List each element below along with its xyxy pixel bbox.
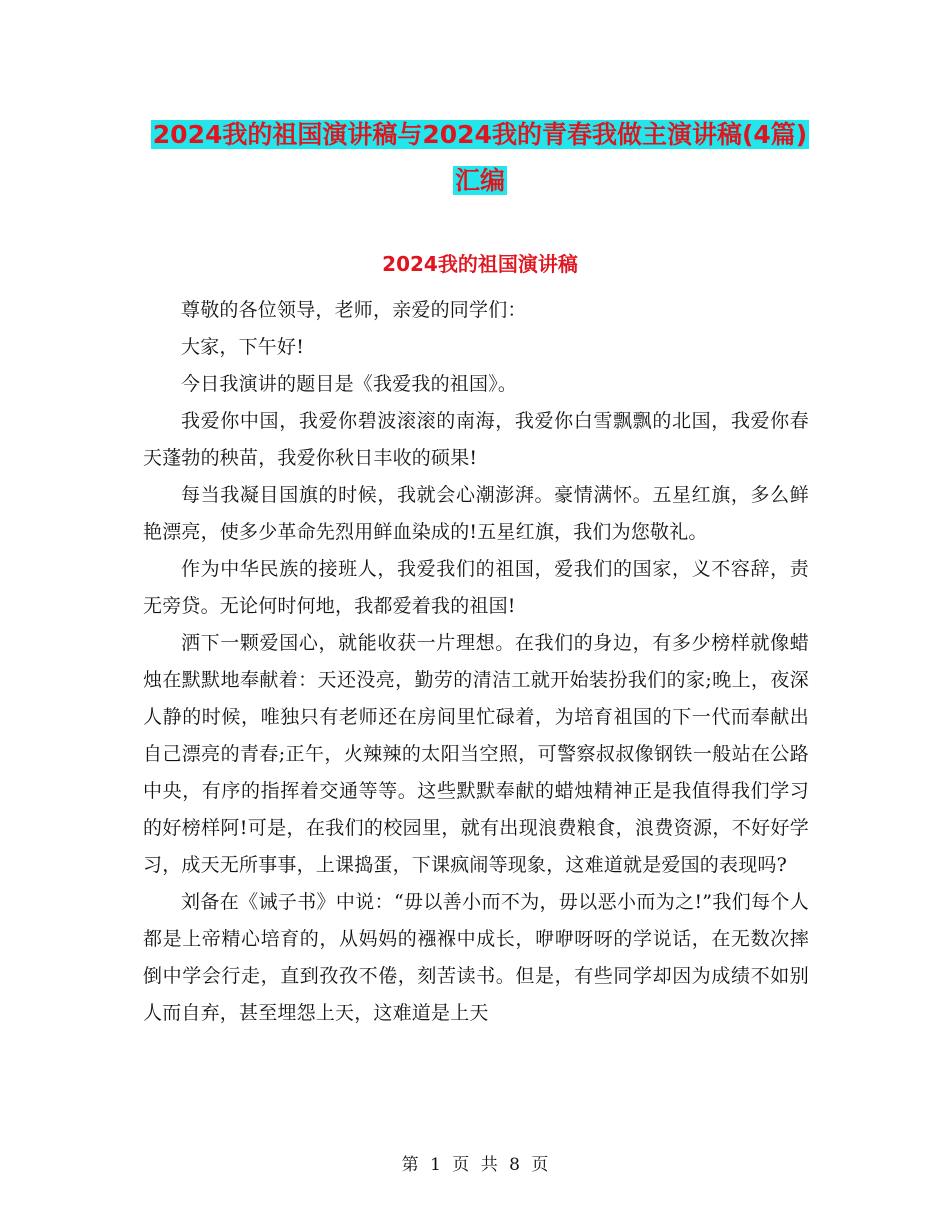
paragraph: 洒下一颗爱国心，就能收获一片理想。在我们的身边，有多少榜样就像蜡烛在默默地奉献着：天还没亮，勤劳的清洁工就开始装扮我们的家;晚上，夜深人静的时候，唯独只有老师还在房间里忙碌着，为培育祖国的下一代而奉献出自己漂亮的青春;正午，火辣辣的太阳当空照，可警察叔叔像钢铁一般站在公路中央，有序的指挥着交通等等。这些默默奉献的蜡烛精神正是我值得我们学习的好榜样阿!可是，在我们的校园里，就有出现浪费粮食，浪费资源，不好好学习，成天无所事事，上课捣蛋，下课疯闹等现象，这难道就是爱国的表现吗? (143, 632, 809, 876)
page-number-footer: 第 1 页 共 8 页 (401, 1155, 549, 1175)
paragraph: 尊敬的各位领导，老师，亲爱的同学们： (181, 299, 527, 321)
section-title: 2024我的祖国演讲稿 (382, 252, 578, 276)
paragraph: 每当我凝目国旗的时候，我就会心潮澎湃。豪情满怀。五星红旗，多么鲜艳漂亮，使多少革命先烈用鲜血染成的!五星红旗，我们为您敬礼。 (143, 484, 809, 543)
paragraph: 大家，下午好! (181, 336, 305, 358)
paragraph: 作为中华民族的接班人，我爱我们的祖国，爱我们的国家，义不容辞，责无旁贷。无论何时何地，我都爱着我的祖国! (143, 558, 809, 617)
paragraph: 刘备在《诫子书》中说：“毋以善小而不为，毋以恶小而为之!”我们每个人都是上帝精心培育的，从妈妈的襁褓中成长，咿咿呀呀的学说话，在无数次摔倒中学会行走，直到孜孜不倦，刻苦读书。但是，有些同学却因为成绩不如别人而自弃，甚至埋怨上天，这难道是上天 (143, 891, 809, 1024)
paragraph: 我爱你中国，我爱你碧波滚滚的南海，我爱你白雪飘飘的北国，我爱你春天蓬勃的秧苗，我爱你秋日丰收的硕果! (143, 410, 809, 469)
document-body (143, 292, 809, 1032)
document-title (140, 112, 820, 204)
paragraph: 今日我演讲的题目是《我爱我的祖国》。 (181, 373, 518, 395)
document-title-text: 2024我的祖国演讲稿与2024我的青春我做主演讲稿(4篇)汇编 (152, 120, 808, 195)
